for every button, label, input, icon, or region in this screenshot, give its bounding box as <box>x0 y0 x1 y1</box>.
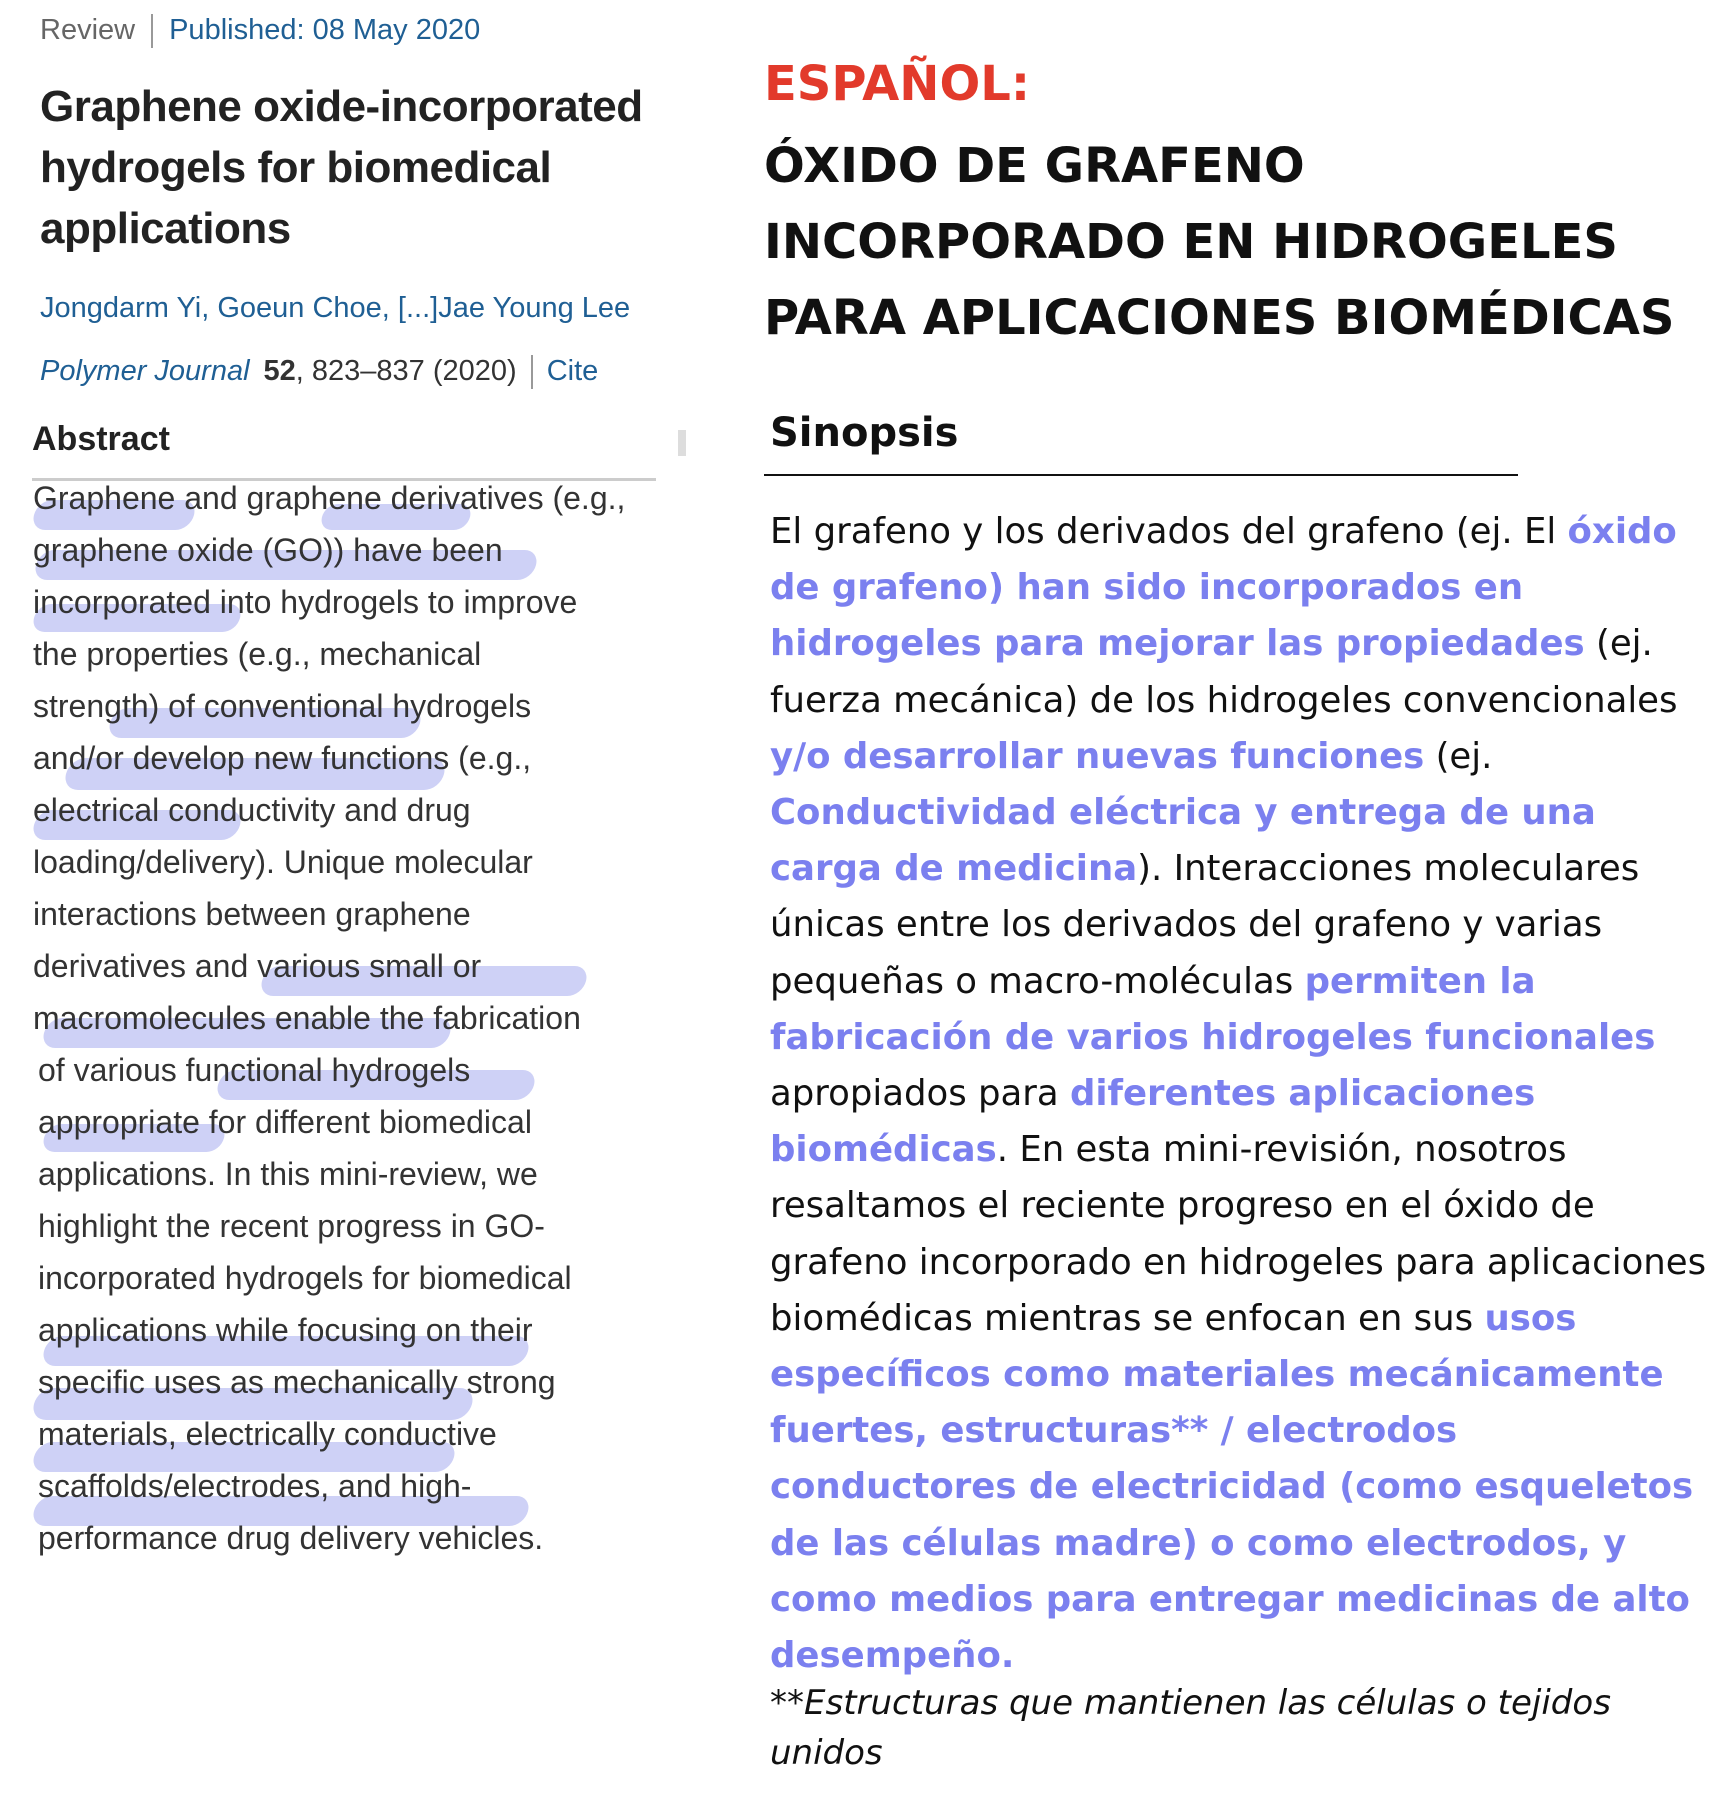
journal-volume: 52 <box>263 355 296 387</box>
abstract-line: applications. In this mini-review, we <box>38 1156 538 1192</box>
synopsis-segment: El grafeno y los derivados del grafeno (ej. El <box>770 511 1568 552</box>
abstract-line: derivatives and various small or <box>33 948 482 984</box>
abstract-line: incorporated into hydrogels to improve <box>33 584 578 620</box>
abstract-line: strength) of conventional hydrogels <box>33 688 532 724</box>
author-list <box>40 292 630 325</box>
synopsis-segment: . En esta mini-revisión, nosotros resaltamos el reciente progreso en el óxido de grafeno incorporado en hidrogeles para aplicaciones biomédicas mientras se enfocan en sus <box>770 1129 1707 1339</box>
abstract-line: specific uses as mechanically strong <box>38 1364 556 1400</box>
abstract-line: graphene oxide (GO)) have been <box>33 532 503 568</box>
synopsis-segment: (ej. <box>1424 735 1493 777</box>
abstract-line: of various functional hydrogels <box>38 1052 471 1088</box>
synopsis-highlight: óxido de grafeno) han sido incorporados en hidrogeles para mejorar las propiedades <box>770 511 1677 665</box>
abstract-line: applications while focusing on their <box>38 1312 533 1348</box>
synopsis-highlight: permiten la fabricación de varios hidrogeles funcionales <box>770 960 1656 1058</box>
abstract-line: highlight the recent progress in GO- <box>38 1208 545 1244</box>
journal-citation <box>40 355 598 389</box>
author-link[interactable]: Goeun Choe <box>217 292 382 324</box>
abstract-line: scaffolds/electrodes, and high- <box>38 1468 472 1504</box>
abstract-line: Graphene and graphene derivatives (e.g., <box>33 480 626 516</box>
synopsis-highlight: diferentes aplicaciones biomédicas <box>770 1073 1536 1171</box>
abstract-line: interactions between graphene <box>33 896 471 932</box>
abstract-line: incorporated hydrogels for biomedical <box>38 1260 572 1296</box>
synopsis-heading: Sinopsis <box>770 410 959 456</box>
abstract-line: appropriate for different biomedical <box>38 1104 532 1140</box>
abstract-line: electrical conductivity and drug <box>33 792 471 828</box>
synopsis-segment: apropiados para <box>770 1073 1070 1115</box>
expand-authors-link[interactable]: [...] <box>397 292 439 324</box>
meta-divider <box>151 14 153 48</box>
article-screenshot-panel <box>0 0 720 1800</box>
abstract-line: the properties (e.g., mechanical <box>33 636 482 672</box>
synopsis-highlight: y/o desarrollar nuevas funciones <box>770 735 1425 777</box>
footnote: **Estructuras que mantienen las células o tejidos unidos <box>770 1683 1611 1773</box>
published-date: Published: 08 May 2020 <box>169 14 481 46</box>
author-link[interactable]: Jongdarm Yi <box>40 292 202 324</box>
synopsis-divider <box>764 474 1518 476</box>
author-separator: , <box>381 292 398 324</box>
article-meta <box>40 14 480 48</box>
article-title: Graphene oxide-incorporated hydrogels for biomedical applications <box>40 82 643 253</box>
abstract-line: macromolecules enable the fabrication <box>33 1000 581 1036</box>
journal-pages: , 823–837 (2020) <box>295 355 517 387</box>
synopsis-highlight: usos específicos como materiales mecánicamente fuertes, estructuras** / electrodos conductores de electricidad (como esqueletos de las células madre) o como electrodos, y como medios para entregar medicinas de alto desempeño. <box>770 1297 1694 1677</box>
synopsis-segment: (ej. fuerza mecánica) de los hidrogeles convencionales <box>770 623 1678 721</box>
abstract-line: materials, electrically conductive <box>38 1416 497 1452</box>
abstract-line: loading/delivery). Unique molecular <box>33 844 533 880</box>
cite-link[interactable]: Cite <box>546 355 599 387</box>
abstract-heading: Abstract <box>32 420 170 458</box>
abstract-line: performance drug delivery vehicles. <box>38 1520 544 1556</box>
language-label: ESPAÑOL: <box>764 56 1031 112</box>
spanish-translation-panel <box>760 0 1720 1800</box>
scrollbar-thumb[interactable] <box>678 430 686 456</box>
author-separator: , <box>201 292 218 324</box>
synopsis-segment: ). Interacciones moleculares únicas entre los derivados del grafeno y varias pequeñas o macro-moléculas <box>770 848 1640 1002</box>
abstract-line: and/or develop new functions (e.g., <box>33 740 532 776</box>
synopsis-text <box>770 504 1710 1684</box>
journal-name[interactable]: Polymer Journal <box>40 355 250 387</box>
abstract-body <box>0 480 720 1760</box>
synopsis-highlight: Conductividad eléctrica y entrega de una carga de medicina <box>770 792 1596 890</box>
article-type: Review <box>40 14 136 46</box>
translated-title: ÓXIDO DE GRAFENO INCORPORADO EN HIDROGELES PARA APLICACIONES BIOMÉDICAS <box>764 138 1675 346</box>
citation-divider <box>531 355 533 389</box>
author-link[interactable]: Jae Young Lee <box>438 292 631 324</box>
